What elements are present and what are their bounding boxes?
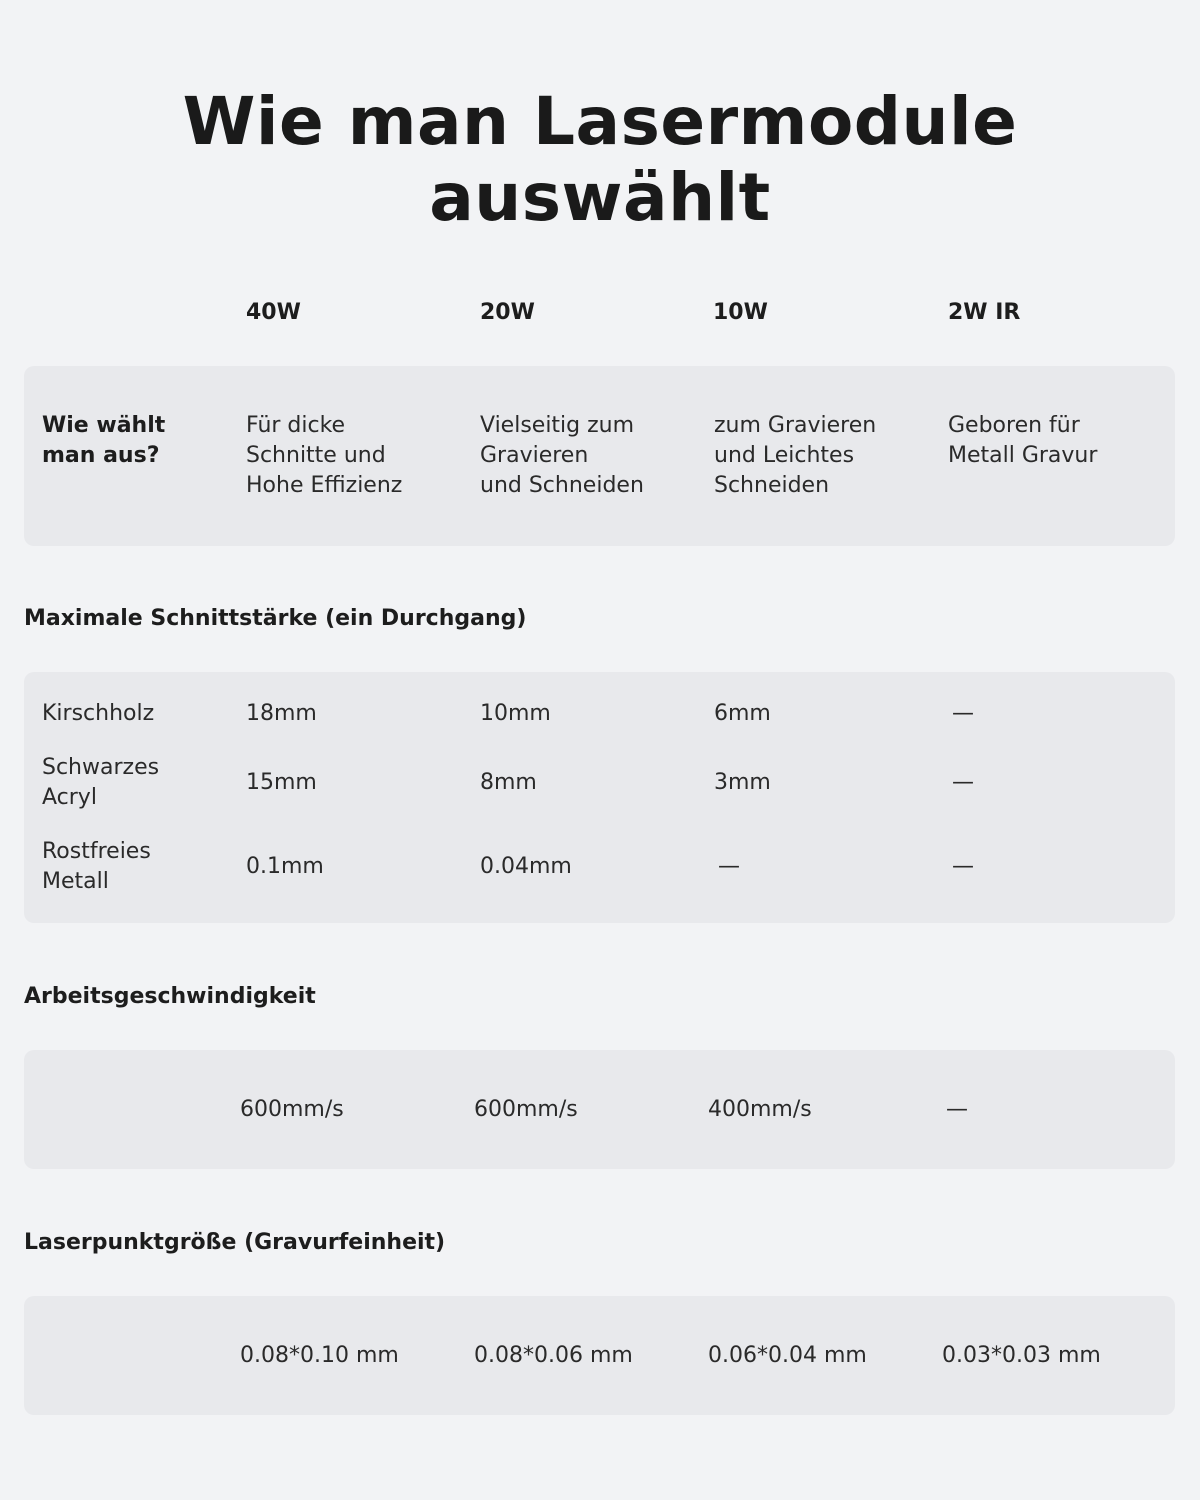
choose-value-line: Metall Gravur bbox=[948, 443, 1098, 468]
choose-label-line: Wie wählt bbox=[42, 413, 166, 438]
speed-value: 600mm/s bbox=[474, 1097, 578, 1122]
choose-value-10w bbox=[714, 411, 876, 501]
page-title-line-2: auswählt bbox=[429, 159, 771, 236]
cutting-value: 0.04mm bbox=[480, 854, 572, 879]
spot-value: 0.06*0.04 mm bbox=[708, 1343, 867, 1368]
cutting-row-label-line: Metall bbox=[42, 869, 109, 894]
choose-value-40w bbox=[246, 411, 402, 501]
speed-section-title: Arbeitsgeschwindigkeit bbox=[24, 984, 316, 1009]
column-header-20w: 20W bbox=[480, 300, 535, 325]
choose-value-2w-ir bbox=[948, 411, 1097, 471]
choose-value-line: Geboren für bbox=[948, 413, 1080, 438]
cutting-row-label-line: Rostfreies bbox=[42, 839, 151, 864]
choose-value-line: zum Gravieren bbox=[714, 413, 877, 438]
cutting-section-title: Maximale Schnittstärke (ein Durchgang) bbox=[24, 606, 527, 631]
column-header-40w: 40W bbox=[246, 300, 301, 325]
cutting-row-label-line: Kirschholz bbox=[42, 701, 155, 726]
cutting-row-label-line: Schwarzes bbox=[42, 755, 160, 780]
choose-value-line: Für dicke bbox=[246, 413, 346, 438]
choose-value-20w bbox=[480, 411, 644, 501]
column-header-10w: 10W bbox=[713, 300, 768, 325]
speed-value: 400mm/s bbox=[708, 1097, 812, 1122]
choose-value-line: Vielseitig zum bbox=[480, 413, 635, 438]
page-title-line-1: Wie man Lasermodule bbox=[182, 83, 1018, 160]
cutting-row-label bbox=[42, 699, 154, 729]
cutting-value: 6mm bbox=[714, 701, 771, 726]
cutting-value: 8mm bbox=[480, 770, 537, 795]
choose-value-line: und Schneiden bbox=[480, 473, 644, 498]
choose-label bbox=[42, 411, 165, 471]
cutting-value: 10mm bbox=[480, 701, 551, 726]
cutting-panel bbox=[24, 672, 1175, 923]
choose-value-line: Schnitte und bbox=[246, 443, 386, 468]
spot-value: 0.03*0.03 mm bbox=[942, 1343, 1101, 1368]
cutting-value: 18mm bbox=[246, 701, 317, 726]
choose-value-line: Gravieren bbox=[480, 443, 589, 468]
choose-value-line: Hohe Effizienz bbox=[246, 473, 403, 498]
choose-value-line: Schneiden bbox=[714, 473, 830, 498]
column-header-2w-ir: 2W IR bbox=[948, 300, 1021, 325]
cutting-row-label-line: Acryl bbox=[42, 785, 97, 810]
choose-label-line: man aus? bbox=[42, 443, 160, 468]
cutting-value: 3mm bbox=[714, 770, 771, 795]
cutting-row-label bbox=[42, 753, 159, 813]
spot-value: 0.08*0.06 mm bbox=[474, 1343, 633, 1368]
spot-section-title: Laserpunktgröße (Gravurfeinheit) bbox=[24, 1230, 446, 1255]
cutting-value-empty: — bbox=[952, 770, 974, 795]
page-title bbox=[0, 84, 1200, 236]
cutting-value-empty: — bbox=[952, 854, 974, 879]
cutting-value: 0.1mm bbox=[246, 854, 324, 879]
spot-value: 0.08*0.10 mm bbox=[240, 1343, 399, 1368]
speed-panel bbox=[24, 1050, 1175, 1169]
cutting-value-empty: — bbox=[718, 854, 740, 879]
speed-value: 600mm/s bbox=[240, 1097, 344, 1122]
speed-value-empty: — bbox=[946, 1097, 968, 1122]
cutting-value: 15mm bbox=[246, 770, 317, 795]
choose-value-line: und Leichtes bbox=[714, 443, 855, 468]
cutting-value-empty: — bbox=[952, 701, 974, 726]
cutting-row-label bbox=[42, 837, 151, 897]
